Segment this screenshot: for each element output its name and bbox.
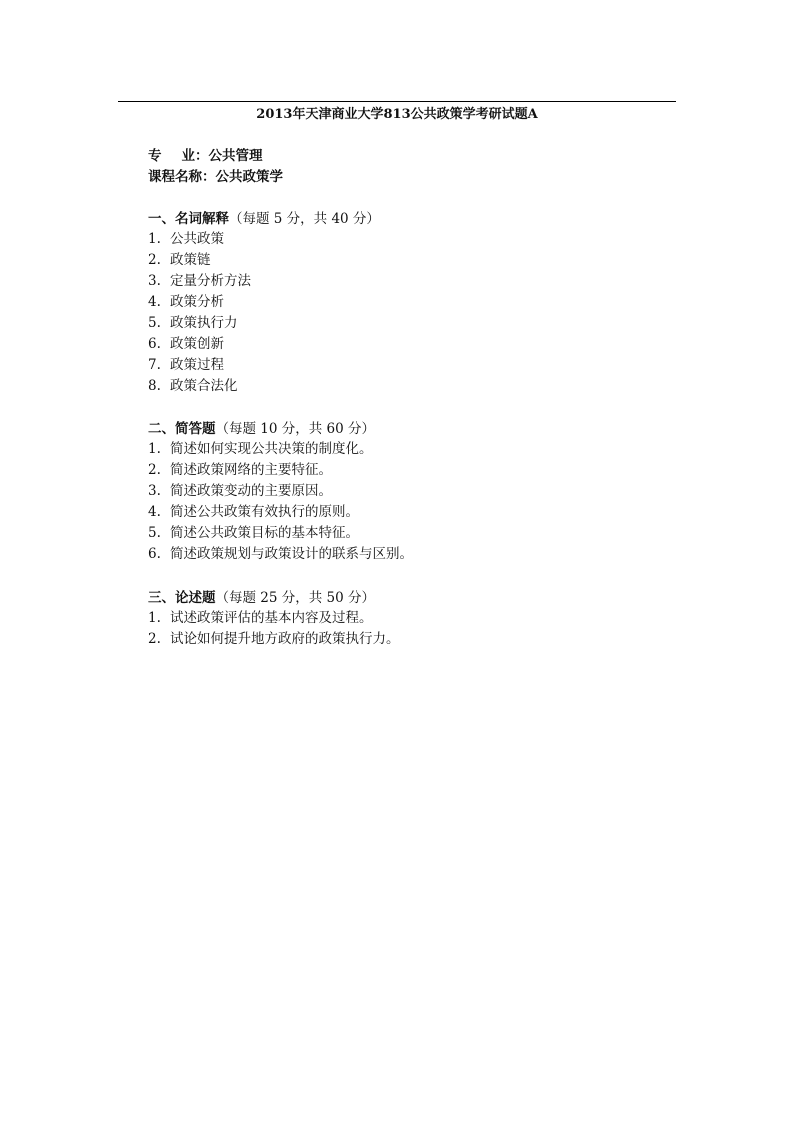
section-heading: [148, 419, 668, 439]
section-short-answer: [148, 419, 668, 565]
item-number: 2.: [148, 462, 161, 478]
list-item: [148, 544, 668, 565]
list-item: [148, 229, 668, 250]
item-number: 5.: [148, 315, 161, 331]
item-text: 政策执行力: [170, 315, 238, 331]
item-text: 简述政策网络的主要特征。: [170, 462, 332, 478]
item-text: 简述公共政策目标的基本特征。: [170, 525, 359, 541]
item-text: 公共政策: [170, 231, 224, 247]
document-title: 2013年天津商业大学813公共政策学考研试题A: [256, 107, 538, 122]
item-text: 政策分析: [170, 294, 224, 310]
major-line: [148, 146, 263, 166]
item-number: 4.: [148, 294, 161, 310]
list-item: [148, 502, 668, 523]
item-number: 2.: [148, 252, 161, 268]
section-title: 三、论述题: [148, 590, 216, 606]
major-value: 公共管理: [208, 148, 263, 164]
item-text: 试论如何提升地方政府的政策执行力。: [170, 631, 400, 647]
item-text: 政策过程: [170, 357, 224, 373]
course-value: 公共政策学: [215, 169, 283, 185]
list-item: [148, 629, 668, 650]
list-item: [148, 250, 668, 271]
item-number: 8.: [148, 378, 161, 394]
section-score-note: （每题 10 分，共 60 分）: [215, 421, 376, 437]
list-item: [148, 376, 668, 397]
list-item: [148, 523, 668, 544]
section-heading: [148, 588, 668, 608]
section-heading: [148, 209, 668, 229]
item-text: 政策创新: [170, 336, 224, 352]
section-title: 二、简答题: [148, 421, 216, 437]
item-text: 政策链: [170, 252, 211, 268]
header-rule: [118, 101, 676, 102]
section-score-note: （每题 5 分，共 40 分）: [229, 211, 380, 227]
section-title: 一、名词解释: [148, 211, 229, 227]
item-text: 简述公共政策有效执行的原则。: [170, 504, 359, 520]
major-label: 专: [148, 148, 162, 164]
list-item: [148, 439, 668, 460]
item-number: 3.: [148, 273, 161, 289]
major-label-suffix: 业：: [181, 148, 209, 164]
list-item: [148, 271, 668, 292]
section-terms: [148, 209, 668, 397]
item-text: 试述政策评估的基本内容及过程。: [170, 610, 373, 626]
item-number: 5.: [148, 525, 161, 541]
item-text: 简述政策变动的主要原因。: [170, 483, 332, 499]
list-item: [148, 313, 668, 334]
item-text: 政策合法化: [170, 378, 238, 394]
item-number: 2.: [148, 631, 161, 647]
item-number: 1.: [148, 610, 161, 626]
section-score-note: （每题 25 分，共 50 分）: [215, 590, 376, 606]
item-number: 6.: [148, 336, 161, 352]
list-item: [148, 292, 668, 313]
section-essay: [148, 588, 668, 650]
item-number: 6.: [148, 546, 161, 562]
item-number: 7.: [148, 357, 161, 373]
list-item: [148, 460, 668, 481]
list-item: [148, 481, 668, 502]
item-text: 简述如何实现公共决策的制度化。: [170, 441, 373, 457]
item-number: 4.: [148, 504, 161, 520]
list-item: [148, 355, 668, 376]
course-label: 课程名称：: [148, 169, 216, 185]
course-line: [148, 167, 283, 187]
item-text: 定量分析方法: [170, 273, 251, 289]
item-number: 1.: [148, 441, 161, 457]
list-item: [148, 334, 668, 355]
list-item: [148, 608, 668, 629]
item-number: 1.: [148, 231, 161, 247]
item-text: 简述政策规划与政策设计的联系与区别。: [170, 546, 413, 562]
item-number: 3.: [148, 483, 161, 499]
